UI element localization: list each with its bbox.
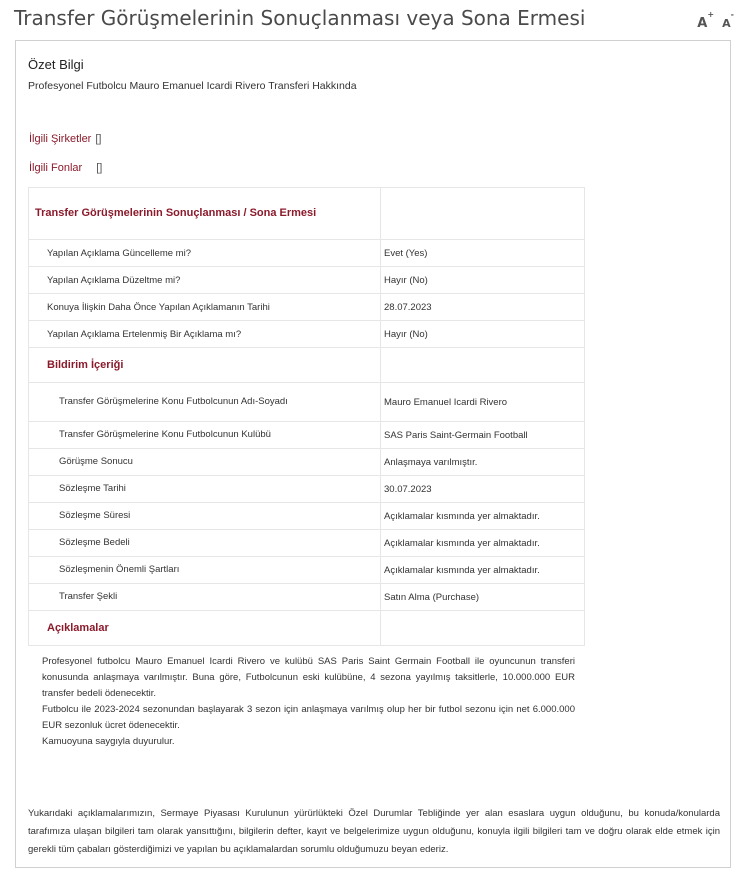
table-row bbox=[29, 294, 585, 321]
summary-text: Profesyonel Futbolcu Mauro Emanuel Icardi Rivero Transferi Hakkında bbox=[28, 80, 357, 92]
table-row bbox=[29, 449, 585, 476]
row-label: Sözleşme Tarihi bbox=[29, 476, 381, 503]
font-decrease-minus-icon: - bbox=[730, 10, 734, 19]
font-increase-plus-icon: + bbox=[707, 10, 715, 19]
related-funds bbox=[29, 162, 102, 174]
related-funds-link[interactable]: İlgili Fonlar bbox=[29, 162, 83, 174]
table-row bbox=[29, 476, 585, 503]
row-label: Görüşme Sonucu bbox=[29, 449, 381, 476]
row-label: Transfer Görüşmelerine Konu Futbolcunun Adı-Soyadı bbox=[29, 383, 381, 422]
table-row bbox=[29, 530, 585, 557]
row-value: 28.07.2023 bbox=[381, 294, 585, 321]
row-value: Evet (Yes) bbox=[381, 240, 585, 267]
table-row bbox=[29, 348, 585, 383]
table-row bbox=[29, 557, 585, 584]
row-label: Sözleşmenin Önemli Şartları bbox=[29, 557, 381, 584]
table-row bbox=[29, 321, 585, 348]
table-row bbox=[29, 584, 585, 611]
font-increase-button[interactable] bbox=[697, 10, 715, 31]
row-label: Yapılan Açıklama Güncelleme mi? bbox=[29, 240, 381, 267]
row-value: Açıklamalar kısmında yer almaktadır. bbox=[381, 530, 585, 557]
row-value: Açıklamalar kısmında yer almaktadır. bbox=[381, 557, 585, 584]
page-title: Transfer Görüşmelerinin Sonuçlanması veya Sona Ermesi bbox=[14, 6, 586, 30]
row-value: Hayır (No) bbox=[381, 321, 585, 348]
table-cell-empty bbox=[381, 348, 585, 383]
row-value: SAS Paris Saint-Germain Football bbox=[381, 422, 585, 449]
font-decrease-letter: A bbox=[722, 17, 731, 30]
row-value: Açıklamalar kısmında yer almaktadır. bbox=[381, 503, 585, 530]
disclosure-card bbox=[15, 40, 731, 868]
explanation-paragraph: Futbolcu ile 2023-2024 sezonundan başlayarak 3 sezon için anlaşmaya varılmış olup her bir futbol sezonu için net 6.000.000 EUR sezonluk ücret ödenecektir. bbox=[42, 704, 575, 731]
row-label: Konuya İlişkin Daha Önce Yapılan Açıklamanın Tarihi bbox=[29, 294, 381, 321]
font-size-tools bbox=[697, 12, 734, 31]
row-label: Transfer Şekli bbox=[29, 584, 381, 611]
row-label: Sözleşme Bedeli bbox=[29, 530, 381, 557]
row-value: 30.07.2023 bbox=[381, 476, 585, 503]
row-label: Yapılan Açıklama Düzeltme mi? bbox=[29, 267, 381, 294]
explanations-title: Açıklamalar bbox=[29, 611, 381, 646]
table-row bbox=[29, 240, 585, 267]
related-companies-value: [] bbox=[95, 133, 102, 145]
section-title: Transfer Görüşmelerinin Sonuçlanması / Sona Ermesi bbox=[29, 188, 381, 240]
table-cell-empty bbox=[381, 188, 585, 240]
table-cell-empty bbox=[381, 611, 585, 646]
explanation-paragraph: Profesyonel futbolcu Mauro Emanuel Icardi Rivero ve kulübü SAS Paris Saint Germain Football ile oyuncunun transferi konusunda anlaşmaya varılmıştır. Buna göre, Futbolcunun eski kulübüne, 4 sezona yayılmış taksitlerle, 10.000.000 EUR transfer bedeli ödenecektir. bbox=[42, 656, 575, 699]
table-row bbox=[29, 503, 585, 530]
row-label: Transfer Görüşmelerine Konu Futbolcunun Kulübü bbox=[29, 422, 381, 449]
summary-heading: Özet Bilgi bbox=[28, 57, 84, 72]
table-row bbox=[29, 383, 585, 422]
disclosure-table bbox=[28, 187, 585, 646]
related-funds-value: [] bbox=[96, 162, 103, 174]
row-value: Anlaşmaya varılmıştır. bbox=[381, 449, 585, 476]
row-label: Sözleşme Süresi bbox=[29, 503, 381, 530]
table-row bbox=[29, 188, 585, 240]
table-row bbox=[29, 422, 585, 449]
row-label: Yapılan Açıklama Ertelenmiş Bir Açıklama mı? bbox=[29, 321, 381, 348]
row-value: Mauro Emanuel Icardi Rivero bbox=[381, 383, 585, 422]
font-decrease-button[interactable] bbox=[722, 10, 734, 30]
related-companies bbox=[29, 133, 101, 145]
row-value: Hayır (No) bbox=[381, 267, 585, 294]
font-increase-letter: A bbox=[697, 16, 708, 31]
content-title: Bildirim İçeriği bbox=[29, 348, 381, 383]
table-row bbox=[29, 267, 585, 294]
table-row bbox=[29, 611, 585, 646]
related-companies-link[interactable]: İlgili Şirketler bbox=[29, 133, 92, 145]
responsibility-statement: Yukarıdaki açıklamalarımızın, Sermaye Piyasası Kurulunun yürürlükteki Özel Durumlar Tebliğinde yer alan esaslara uygun olduğunu, bu konuda/konularda tarafımıza ulaşan bilgileri tam olarak yansıttığını, bilgilerin defter, kayıt ve belgelerimize uygun olduğunu, konuyla ilgili bilgileri tam ve doğru olarak elde etmek için gerekli tüm çabaları gösterdiğimizi ve yapılan bu açıklamalardan sorumlu olduğumuzu beyan ederiz. bbox=[28, 808, 720, 855]
explanation-text bbox=[42, 654, 575, 750]
explanation-paragraph: Kamuoyuna saygıyla duyurulur. bbox=[42, 736, 175, 747]
row-value: Satın Alma (Purchase) bbox=[381, 584, 585, 611]
